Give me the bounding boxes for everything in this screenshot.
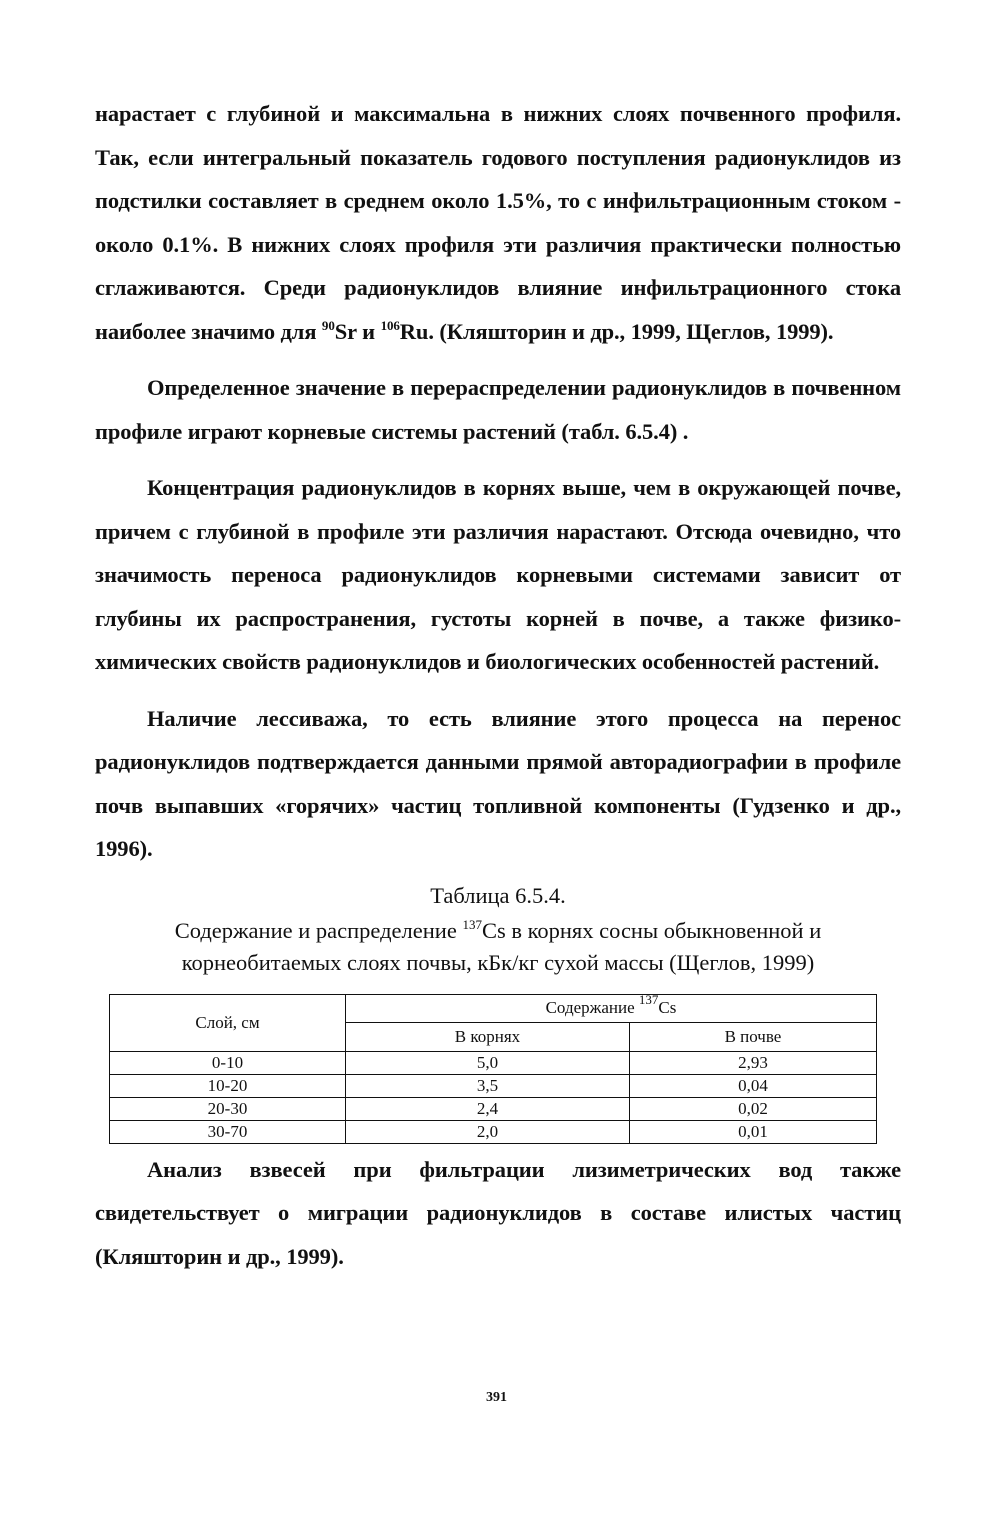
table-caption-text-b: Cs в корнях сосны обыкновенной и корнеобитаемых слоях почвы, кБк/кг сухой массы (Щеглов, 1999) — [181, 917, 822, 975]
paragraph-5: Анализ взвесей при фильтрации лизиметрических вод также свидетельствует о миграции радионуклидов в составе илистых частиц (Кляшторин и др., 1999). — [95, 1156, 901, 1269]
header-layer: Слой, см — [110, 994, 346, 1051]
table-row — [110, 1074, 877, 1097]
cell-soil: 0,04 — [629, 1074, 876, 1097]
table-header-row-1 — [110, 994, 877, 1023]
sr-symbol: Sr — [334, 318, 357, 344]
header-roots: В корнях — [346, 1023, 630, 1052]
table-caption — [95, 915, 901, 979]
header-content-symbol: Cs — [658, 998, 677, 1018]
ru-symbol: Ru — [399, 318, 429, 344]
cell-layer: 0-10 — [110, 1051, 346, 1074]
header-content-mass: 137 — [638, 992, 659, 1008]
table-row — [110, 1097, 877, 1120]
paragraph-1-text-b: . (Кляшторин и др., 1999, Щеглов, 1999). — [428, 318, 834, 344]
page-content — [95, 92, 901, 1278]
header-content-text: Содержание — [545, 998, 639, 1018]
cell-soil: 2,93 — [629, 1051, 876, 1074]
table-caption-mass: 137 — [462, 916, 482, 932]
header-content — [346, 994, 877, 1023]
cs137-table — [109, 994, 877, 1144]
table-label: Таблица 6.5.4. — [430, 882, 566, 908]
paragraph-4: Наличие лессиважа, то есть влияние этого процесса на перенос радионуклидов подтверждается данными прямой авторадиографии в профиле почв выпавших «горячих» частиц топливной компоненты (Гудзенко и др., 1996). — [95, 705, 901, 861]
cell-soil: 0,02 — [629, 1097, 876, 1120]
cell-layer: 30-70 — [110, 1120, 346, 1143]
cell-roots: 2,0 — [346, 1120, 630, 1143]
table-row — [110, 1051, 877, 1074]
cell-roots: 3,5 — [346, 1074, 630, 1097]
table-container — [109, 994, 877, 1144]
page-number: 391 — [486, 1390, 507, 1405]
cell-roots: 2,4 — [346, 1097, 630, 1120]
cell-soil: 0,01 — [629, 1120, 876, 1143]
table-row — [110, 1120, 877, 1143]
paragraph-1 — [95, 92, 901, 353]
conjunction-and: и — [356, 318, 381, 344]
cell-roots: 5,0 — [346, 1051, 630, 1074]
table-caption-text-a: Содержание и распределение — [174, 917, 463, 943]
paragraph-1-text-a: нарастает с глубиной и максимальна в нижних слоях почвенного профиля. Так, если интегральный показатель годового поступления радионуклидов из подстилки составляет в среднем около 1.5%, то с инфильтрационным стоком - около 0.1%. В нижних слоях профиля эти различия практически полностью сглаживаются. Среди радионуклидов влияние инфильтрационного стока наиболее значимо для — [95, 101, 901, 344]
paragraph-3: Концентрация радионуклидов в корнях выше, чем в окружающей почве, причем с глубиной в профиле эти различия нарастают. Отсюда очевидно, что значимость переноса радионуклидов корневыми системами зависит от глубины их распространения, густоты корней в почве, а также физико-химических свойств радионуклидов и биологических особенностей растений. — [95, 475, 901, 674]
cell-layer: 20-30 — [110, 1097, 346, 1120]
header-soil: В почве — [629, 1023, 876, 1052]
cell-layer: 10-20 — [110, 1074, 346, 1097]
ru-mass-number: 106 — [380, 317, 400, 333]
paragraph-2: Определенное значение в перераспределении радионуклидов в почвенном профиле играют корневые системы растений (табл. 6.5.4) . — [95, 375, 901, 444]
sr-mass-number: 90 — [321, 317, 335, 333]
